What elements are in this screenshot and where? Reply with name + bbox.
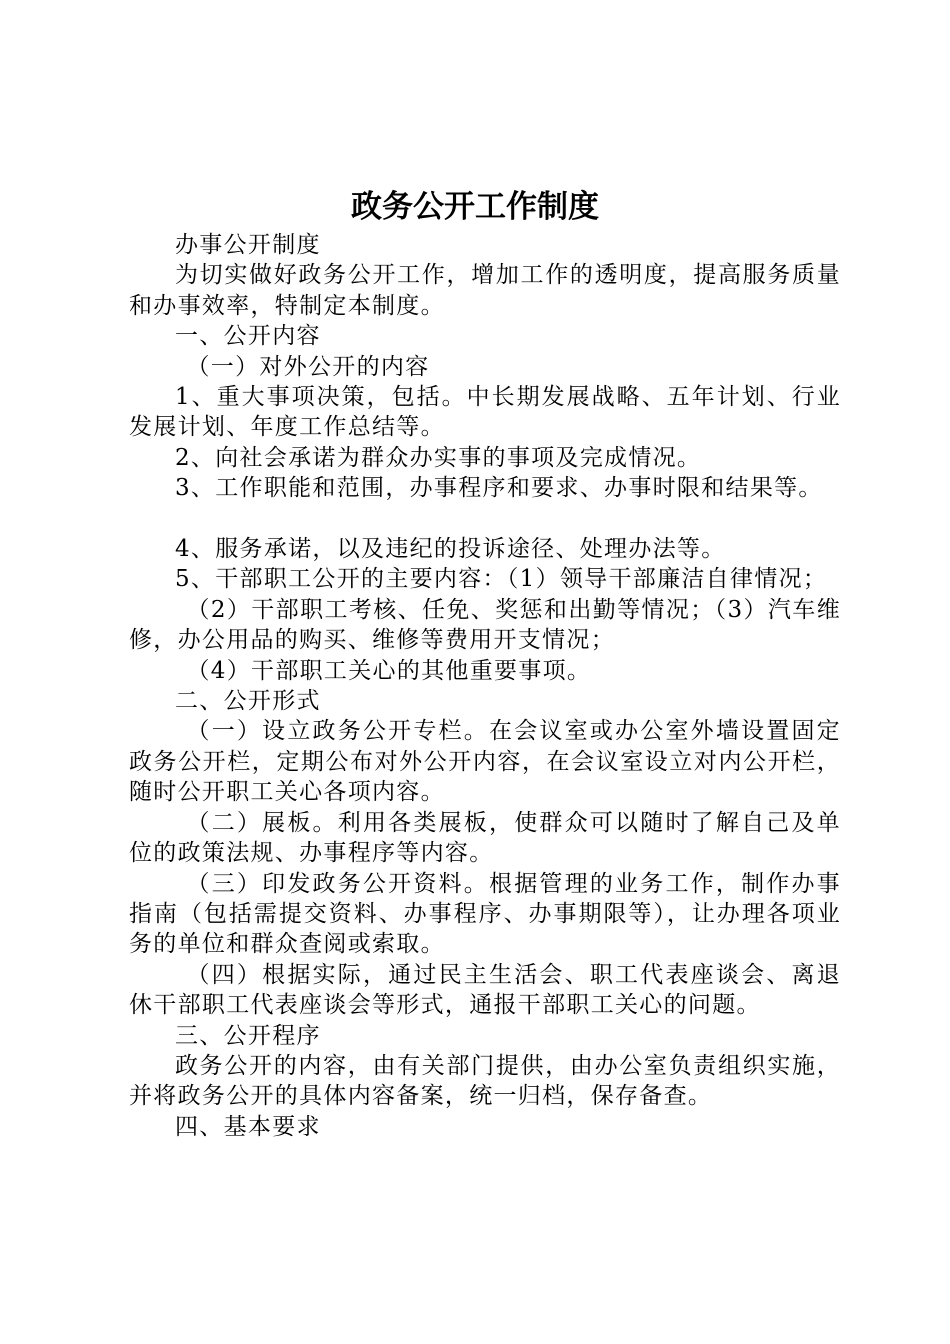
paragraph: （一）设立政务公开专栏。在会议室或办公室外墙设置固定政务公开栏，定期公布对外公开内容，在会议室设立对内公开栏，随时公开职工关心各项内容。 [129,718,841,806]
paragraph: （四）根据实际，通过民主生活会、职工代表座谈会、离退休干部职工代表座谈会等形式，通报干部职工关心的问题。 [129,961,841,1019]
section-heading: 四、基本要求 [175,1113,321,1140]
paragraph: 3、工作职能和范围，办事程序和要求、办事时限和结果等。 [175,475,823,502]
paragraph: （4）干部职工关心的其他重要事项。 [186,657,592,684]
paragraph-heading: 办事公开制度 [175,232,321,258]
paragraph: （二）展板。利用各类展板，使群众可以随时了解自己及单位的政策法规、办事程序等内容。 [129,809,841,867]
paragraph: 2、向社会承诺为群众办实事的事项及完成情况。 [175,444,702,471]
subsection-heading: （一）对外公开的内容 [186,353,430,380]
section-heading: 二、公开形式 [175,688,321,715]
document-body [129,230,841,1142]
section-heading: 三、公开程序 [175,1022,321,1049]
paragraph: 4、服务承诺，以及违纪的投诉途径、处理办法等。 [175,536,726,563]
document-title: 政务公开工作制度 [351,189,599,225]
paragraph: 政务公开的内容，由有关部门提供，由办公室负责组织实施，并将政务公开的具体内容备案，统一归档，保存备查。 [129,1052,841,1110]
section-heading: 一、公开内容 [175,323,321,350]
paragraph: 1、重大事项决策，包括。中长期发展战略、五年计划、行业发展计划、年度工作总结等。 [129,384,841,441]
paragraph: 为切实做好政务公开工作，增加工作的透明度，提高服务质量和办事效率，特制定本制度。 [129,262,841,319]
paragraph: （2）干部职工考核、任免、奖惩和出勤等情况；（3）汽车维修，办公用品的购买、维修等费用开支情况； [129,596,841,654]
paragraph: 5、干部职工公开的主要内容：（1）领导干部廉洁自律情况； [175,566,828,593]
paragraph: （三）印发政务公开资料。根据管理的业务工作，制作办事指南（包括需提交资料、办事程序、办事期限等），让办理各项业务的单位和群众查阅或索取。 [129,870,841,958]
